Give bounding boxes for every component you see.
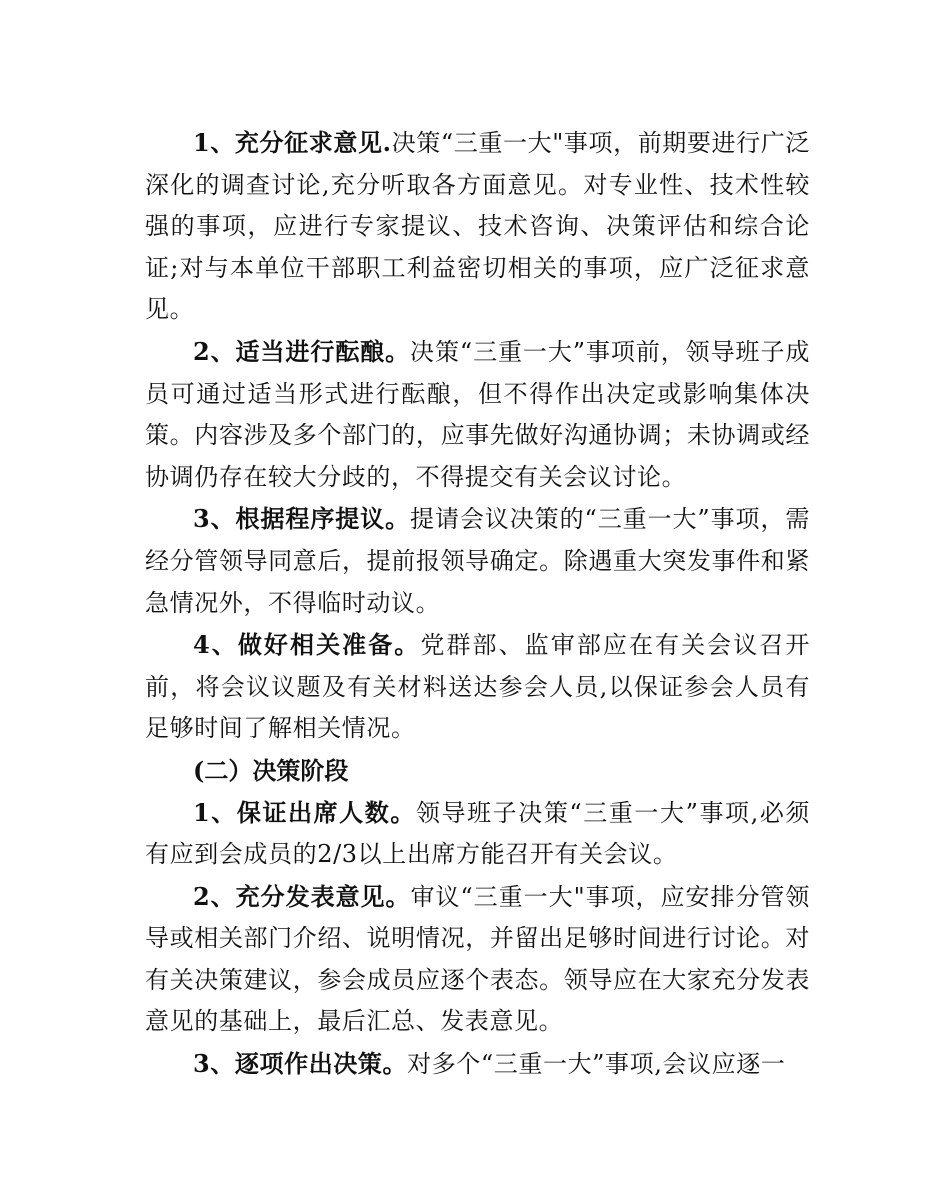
paragraph-body: 决策“三重一大”事项前，领导班子成员可通过适当形式进行酝酿，但不得作出决定或影响集体决策。内容涉及多个部门的，应事先做好沟通协调；未协调或经协调仍存在较大分歧的，不得提交有关会议讨论。 <box>145 337 810 491</box>
paragraph-body: 领导班子决策“三重一大”事项,必须有应到会成员的2/3以上出席方能召开有关会议。 <box>145 798 810 869</box>
paragraph-solicit-opinions <box>145 122 810 331</box>
paragraph-heading: 3、逐项作出决策。 <box>193 1049 408 1079</box>
paragraph-body: 提请会议决策的“三重一大”事项，需经分管领导同意后，提前报领导确定。除遇重大突发事件和紧急情况外，不得临时动议。 <box>145 505 810 617</box>
paragraph-heading: 1、保证出席人数。 <box>193 797 416 827</box>
paragraph-heading: 1、充分征求意见. <box>193 128 392 157</box>
paragraph-deliberation <box>145 331 810 498</box>
paragraph-body: 对多个“三重一大”事项,会议应逐一 <box>407 1050 786 1079</box>
paragraph-proposal-procedure <box>145 498 810 624</box>
document-page <box>145 122 810 1086</box>
paragraph-heading: 4、做好相关准备。 <box>193 630 421 660</box>
paragraph-attendance <box>145 792 810 876</box>
paragraph-express-opinions <box>145 876 810 1043</box>
paragraph-itemized-decision <box>145 1043 810 1086</box>
paragraph-preparation <box>145 624 810 750</box>
paragraph-heading: 2、适当进行酝酿。 <box>193 336 411 366</box>
paragraph-heading: 3、根据程序提议。 <box>193 504 411 534</box>
paragraph-body: 决策“三重一大"事项，前期要进行广泛深化的调查讨论,充分听取各方面意见。对专业性、技术性较强的事项，应进行专家提议、技术咨询、决策评估和综合论证;对与本单位干部职工利益密切相关的事项，应广泛征求意见。 <box>145 129 810 324</box>
paragraph-body: 审议“三重一大"事项，应安排分管领导或相关部门介绍、说明情况，并留出足够时间进行讨论。对有关决策建议，参会成员应逐个表态。领导应在大家充分发表意见的基础上，最后汇总、发表意见。 <box>145 882 810 1036</box>
paragraph-body: 党群部、监审部应在有关会议召开前，将会议议题及有关材料送达参会人员,以保证参会人员有足够时间了解相关情况。 <box>145 631 811 743</box>
section-title-decision-stage: (二）决策阶段 <box>193 755 349 785</box>
paragraph-heading: 2、充分发表意见。 <box>193 881 411 911</box>
